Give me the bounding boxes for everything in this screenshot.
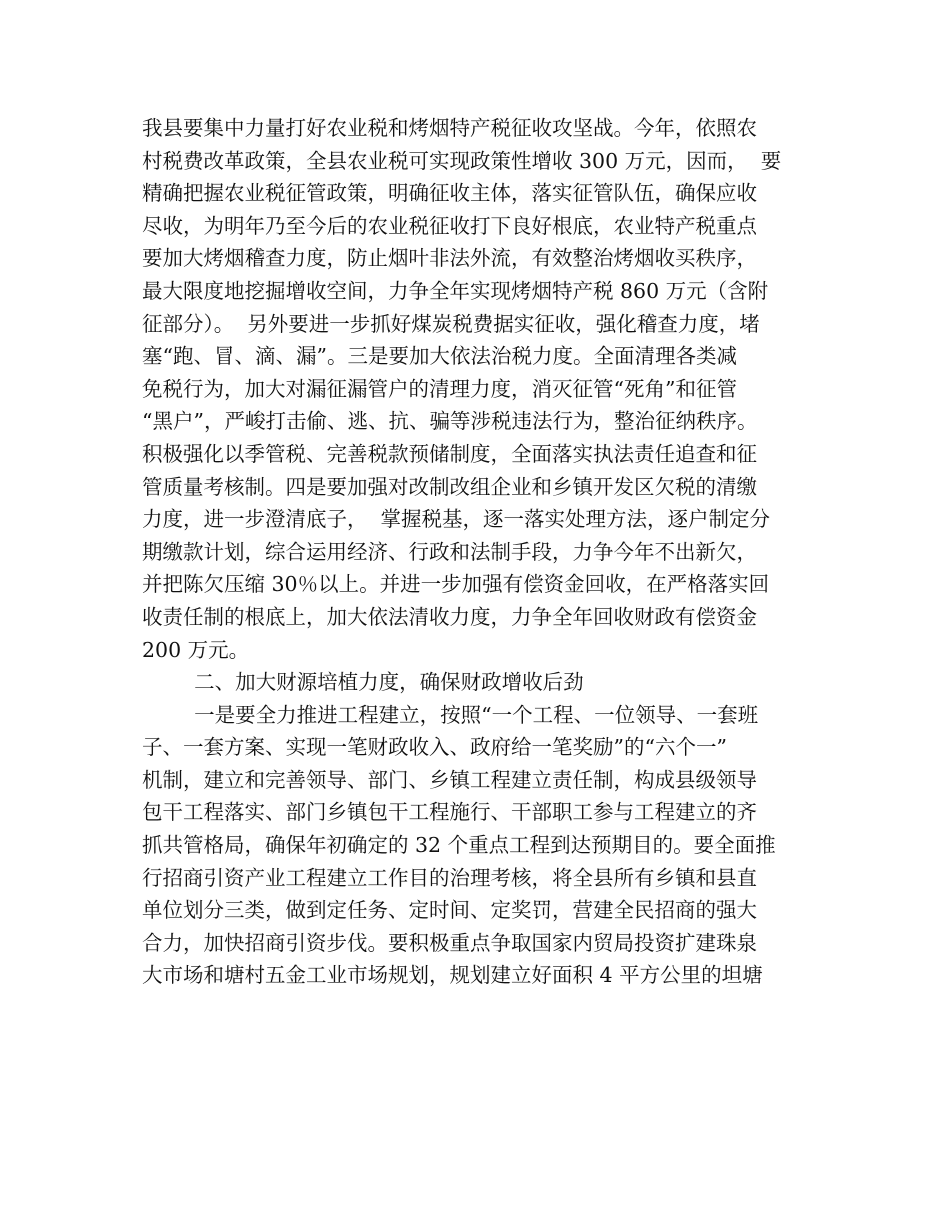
text-line: 精确把握农业税征管政策，明确征收主体，落实征管队伍，确保应收 [142,181,757,206]
text-line: 并把陈欠压缩 30％以上。并进一步加强有偿资金回收，在严格落实回 [142,572,770,597]
text-line: 二、加大财源培植力度，确保财政增收后劲 [142,670,584,695]
text-line: 单位划分三类，做到定任务、定时间、定奖罚，营建全民招商的强大 [142,898,757,923]
text-line: 我县要集中力量打好农业税和烤烟特产税征收攻坚战。今年，依照农 [142,116,757,140]
text-line: 收责任制的根底上，加大依法清收力度，力争全年回收财政有偿资金 [142,604,757,629]
text-line: 征部分）。 另外要进一步抓好煤炭税费据实征收，强化稽查力度，堵 [142,311,760,336]
text-line: 最大限度地挖掘增收空间，力争全年实现烤烟特产税 860 万元（含附 [142,278,769,303]
text-line: 一是要全力推进工程建立，按照“一个工程、一位领导、一套班 [142,702,759,727]
text-line: “黑户”，严峻打击偷、逃、抗、骗等涉税违法行为，整治征纳秩序。 [142,409,758,434]
text-line: 塞“跑、冒、滴、漏”。三是要加大依法治税力度。全面清理各类减 [142,344,737,369]
text-line: 机制，建立和完善领导、部门、乡镇工程建立责任制，构成县级领导 [142,767,757,792]
text-line: 200 万元。 [142,637,250,662]
text-line: 合力，加快招商引资步伐。要积极重点争取国家内贸局投资扩建珠泉 [142,930,757,955]
text-line: 期缴款计划，综合运用经济、行政和法制手段，力争今年不出新欠， [142,539,757,564]
text-line: 免税行为，加大对漏征漏管户的清理力度，消灭征管“死角”和征管 [142,376,737,401]
text-line: 力度，进一步澄清底子， 掌握税基，逐一落实处理方法，逐户制定分 [142,507,771,532]
text-line: 村税费改革政策，全县农业税可实现政策性增收 300 万元，因而， 要 [142,148,782,173]
text-line: 行招商引资产业工程建立工作目的治理考核，将全县所有乡镇和县直 [142,865,757,890]
text-line: 子、一套方案、实现一笔财政收入、政府给一笔奖励”的“六个一” [142,735,727,760]
text-line: 尽收，为明年乃至今后的农业税征收打下良好根底，农业特产税重点 [142,213,757,238]
text-line: 大市场和塘村五金工业市场规划，规划建立好面积 4 平方公里的坦塘 [142,963,763,988]
text-line: 积极强化以季管税、完善税款预储制度，全面落实执法责任追查和征 [142,441,757,466]
text-line: 包干工程落实、部门乡镇包干工程施行、干部职工参与工程建立的齐 [142,800,757,825]
body-text [142,112,832,992]
text-line: 要加大烤烟稽查力度，防止烟叶非法外流，有效整治烤烟收买秩序， [142,246,757,271]
text-line: 管质量考核制。四是要加强对改制改组企业和乡镇开发区欠税的清缴 [142,474,757,499]
text-line: 抓共管格局，确保年初确定的 32 个重点工程到达预期目的。要全面推 [142,833,776,858]
